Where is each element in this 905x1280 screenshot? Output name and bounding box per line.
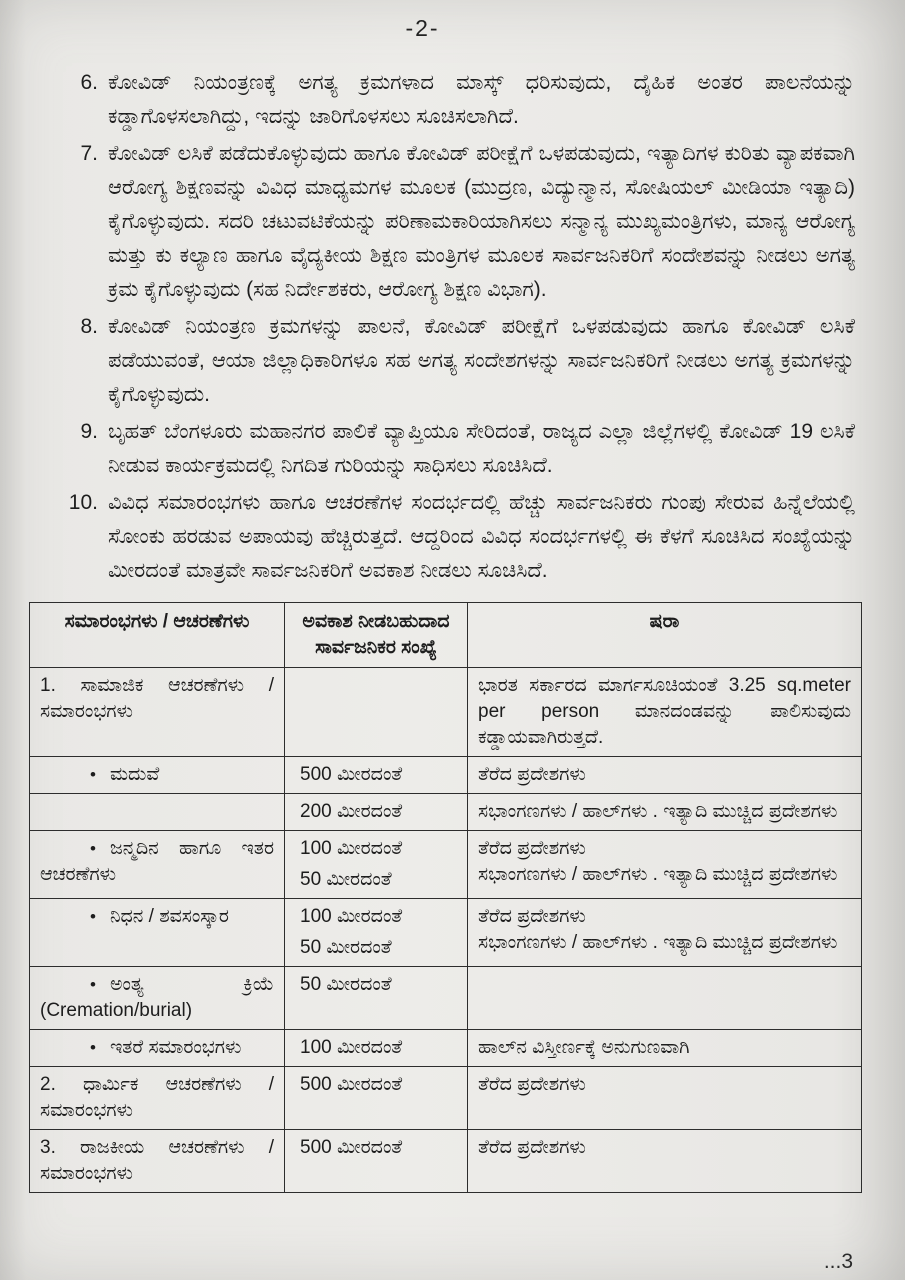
- paragraph-text: ವಿವಿಧ ಸಮಾರಂಭಗಳು ಹಾಗೂ ಆಚರಣೆಗಳ ಸಂದರ್ಭದಲ್ಲಿ ಹೆಚ್ಚು ಸಾರ್ವಜನಿಕರು ಗುಂಪು ಸೇರುವ ಹಿನ್ನೆಲೆಯಲ್ಲಿ ಸೋಂಕು ಹರಡುವ ಅಪಾಯವು ಹೆಚ್ಚಿರುತ್ತದೆ. ಆದ್ದರಿಂದ ವಿವಿಧ ಸಂದರ್ಭಗಳಲ್ಲಿ ಈ ಕೆಳಗೆ ಸೂಚಿಸಿದ ಸಂಖ್ಯೆಯನ್ನು ಮೀರದಂತೆ ಮಾತ್ರವೇ ಸಾರ್ವಜನಿಕರಿಗೆ ಅವಕಾಶ ನೀಡಲು ಸೂಚಿಸಿದೆ.: [108, 491, 855, 582]
- count-cell: 50 ಮೀರದಂತೆ: [285, 967, 468, 1030]
- paragraph-number: 10.: [68, 491, 98, 514]
- paragraph-number: 7.: [80, 142, 98, 165]
- count-cell: 500 ಮೀರದಂತೆ: [285, 1067, 468, 1130]
- bullet-icon: •: [90, 1038, 96, 1057]
- page-number-top: -2-: [405, 15, 440, 41]
- category-text: ಅಂತ್ಯ ಕ್ರಿಯೆ (Cremation/burial): [40, 974, 274, 1021]
- paragraph-8: [60, 310, 855, 412]
- paragraph-text: ಕೋವಿಡ್ ನಿಯಂತ್ರಣಕ್ಕೆ ಅಗತ್ಯ ಕ್ರಮಗಳಾದ ಮಾಸ್ಕ್ ಧರಿಸುವುದು, ದೈಹಿಕ ಅಂತರ ಪಾಲನೆಯನ್ನು ಕಡ್ಡಾಗೊಳಸಲಾಗಿದ್ದು, ಇದನ್ನು ಜಾರಿಗೊಳಸಲು ಸೂಚಿಸಲಾಗಿದೆ.: [108, 71, 855, 128]
- page-number-bottom: ...3: [823, 1250, 853, 1273]
- category-cell: [30, 831, 285, 899]
- header-remark: ಷರಾ: [468, 603, 862, 668]
- remark-cell: ಸಭಾಂಗಣಗಳು / ಹಾಲ್‌ಗಳು . ಇತ್ಯಾದಿ ಮುಚ್ಚಿದ ಪ್ರದೇಶಗಳು: [468, 794, 862, 831]
- category-cell: 1. ಸಾಮಾಜಿಕ ಆಚರಣೆಗಳು / ಸಮಾರಂಭಗಳು: [30, 668, 285, 757]
- paragraph-text: ಕೋವಿಡ್ ಲಸಿಕೆ ಪಡೆದುಕೊಳ್ಳುವುದು ಹಾಗೂ ಕೋವಿಡ್ ಪರೀಕ್ಷೆಗೆ ಒಳಪಡುವುದು, ಇತ್ಯಾದಿಗಳ ಕುರಿತು ವ್ಯಾಪಕವಾಗಿ ಆರೋಗ್ಯ ಶಿಕ್ಷಣವನ್ನು ವಿವಿಧ ಮಾಧ್ಯಮಗಳ ಮೂಲಕ (ಮುದ್ರಣ, ವಿದ್ಯುನ್ಮಾನ, ಸೋಷಿಯಲ್ ಮೀಡಿಯಾ ಇತ್ಯಾದಿ) ಕೈಗೊಳ್ಳುವುದು. ಸದರಿ ಚಟುವಟಿಕೆಯನ್ನು ಪರಿಣಾಮಕಾರಿಯಾಗಿಸಲು ಸನ್ಮಾನ್ಯ ಮುಖ್ಯಮಂತ್ರಿಗಳು, ಮಾನ್ಯ ಆರೋಗ್ಯ ಮತ್ತು ಕು ಕಲ್ಯಾಣ ಹಾಗೂ ವೈದ್ಯಕೀಯ ಶಿಕ್ಷಣ ಮಂತ್ರಿಗಳ ಮೂಲಕ ಸಾರ್ವಜನಿಕರಿಗೆ ಸಂದೇಶವನ್ನು ನೀಡಲು ಅಗತ್ಯ ಕ್ರಮ ಕೈಗೊಳ್ಳುವುದು (ಸಹ ನಿರ್ದೇಶಕರು, ಆರೋಗ್ಯ ಶಿಕ್ಷಣ ವಿಭಾಗ).: [108, 142, 855, 301]
- remark-cell: ತೆರೆದ ಪ್ರದೇಶಗಳು: [468, 757, 862, 794]
- table-row: [30, 794, 862, 831]
- table-row: [30, 757, 862, 794]
- count-cell: 500 ಮೀರದಂತೆ: [285, 1130, 468, 1193]
- category-text: ಇತರೆ ಸಮಾರಂಭಗಳು: [109, 1037, 242, 1058]
- remark-cell: ಭಾರತ ಸರ್ಕಾರದ ಮಾರ್ಗಸೂಚಿಯಂತೆ 3.25 sq.meter per person ಮಾನದಂಡವನ್ನು ಪಾಲಿಸುವುದು ಕಡ್ಡಾಯವಾಗಿರುತ್ತದೆ.: [468, 668, 862, 757]
- category-cell: 2. ಧಾರ್ಮಿಕ ಆಚರಣೆಗಳು / ಸಮಾರಂಭಗಳು: [30, 1067, 285, 1130]
- category-text: ನಿಧನ / ಶವಸಂಸ್ಕಾರ: [109, 906, 229, 927]
- header-count: ಅವಕಾಶ ನೀಡಬಹುದಾದ ಸಾರ್ವಜನಿಕರ ಸಂಖ್ಯೆ: [285, 603, 468, 668]
- category-cell: [30, 757, 285, 794]
- category-cell: [30, 967, 285, 1030]
- table-row: [30, 668, 862, 757]
- count-cell: 100 ಮೀರದಂತೆ: [285, 1030, 468, 1067]
- paragraph-text: ಕೋವಿಡ್ ನಿಯಂತ್ರಣ ಕ್ರಮಗಳನ್ನು ಪಾಲನೆ, ಕೋವಿಡ್ ಪರೀಕ್ಷೆಗೆ ಒಳಪಡುವುದು ಹಾಗೂ ಕೋವಿಡ್ ಲಸಿಕೆ ಪಡೆಯುವಂತೆ, ಆಯಾ ಜಿಲ್ಲಾಧಿಕಾರಿಗಳೂ ಸಹ ಅಗತ್ಯ ಸಂದೇಶಗಳನ್ನು ಸಾರ್ವಜನಿಕರಿಗೆ ನೀಡಲು ಅಗತ್ಯ ಕ್ರಮಗಳನ್ನು ಕೈಗೊಳ್ಳುವುದು.: [108, 315, 855, 406]
- remark-cell: ಹಾಲ್‌ನ ವಿಸ್ತೀರ್ಣಕ್ಕೆ ಅನುಗುಣವಾಗಿ: [468, 1030, 862, 1067]
- count-value: 100 ಮೀರದಂತೆ: [300, 838, 403, 859]
- remark-cell: ತೆರೆದ ಪ್ರದೇಶಗಳು: [468, 1130, 862, 1193]
- count-value-2: 50 ಮೀರದಂತೆ: [300, 869, 392, 890]
- category-cell: [30, 1030, 285, 1067]
- count-value: 100 ಮೀರದಂತೆ: [300, 906, 403, 927]
- table-row: [30, 1130, 862, 1193]
- count-cell: [285, 899, 468, 967]
- paragraph-list: [60, 66, 855, 588]
- table-row: [30, 967, 862, 1030]
- bullet-icon: •: [90, 765, 96, 784]
- count-value-2: 50 ಮೀರದಂತೆ: [300, 937, 392, 958]
- count-cell: 500 ಮೀರದಂತೆ: [285, 757, 468, 794]
- remark-cell: ತೆರೆದ ಪ್ರದೇಶಗಳು: [468, 1067, 862, 1130]
- category-cell: [30, 899, 285, 967]
- category-text: ಜನ್ಮದಿನ ಹಾಗೂ ಇತರ ಆಚರಣೆಗಳು: [40, 838, 274, 885]
- paragraph-number: 8.: [80, 315, 98, 338]
- remark-cell: [468, 967, 862, 1030]
- remark-text-2: ಸಭಾಂಗಣಗಳು / ಹಾಲ್‌ಗಳು . ಇತ್ಯಾದಿ ಮುಚ್ಚಿದ ಪ್ರದೇಶಗಳು: [478, 864, 838, 885]
- gathering-limits-table: [29, 602, 862, 1193]
- remark-text: ತೆರೆದ ಪ್ರದೇಶಗಳು: [478, 906, 586, 927]
- remark-cell: [468, 899, 862, 967]
- category-text: ಮದುವೆ: [109, 764, 160, 785]
- count-cell: 200 ಮೀರದಂತೆ: [285, 794, 468, 831]
- header-category: ಸಮಾರಂಭಗಳು / ಆಚರಣೆಗಳು: [30, 603, 285, 668]
- paragraph-9: [60, 415, 855, 483]
- bullet-icon: •: [90, 975, 96, 994]
- paragraph-6: [60, 66, 855, 134]
- remark-text: ತೆರೆದ ಪ್ರದೇಶಗಳು: [478, 838, 586, 859]
- count-cell: [285, 831, 468, 899]
- remark-cell: [468, 831, 862, 899]
- remark-text-2: ಸಭಾಂಗಣಗಳು / ಹಾಲ್‌ಗಳು . ಇತ್ಯಾದಿ ಮುಚ್ಚಿದ ಪ್ರದೇಶಗಳು: [478, 932, 838, 953]
- paragraph-7: [60, 137, 855, 307]
- bullet-icon: •: [90, 839, 96, 858]
- paragraph-number: 9.: [80, 420, 98, 443]
- paragraph-10: [60, 486, 855, 588]
- category-cell: [30, 794, 285, 831]
- table-row: [30, 831, 862, 899]
- bullet-icon: •: [90, 907, 96, 926]
- table-row: [30, 1067, 862, 1130]
- paragraph-number: 6.: [80, 71, 98, 94]
- category-cell: 3. ರಾಜಕೀಯ ಆಚರಣೆಗಳು / ಸಮಾರಂಭಗಳು: [30, 1130, 285, 1193]
- table-row: [30, 899, 862, 967]
- count-cell: [285, 668, 468, 757]
- paragraph-text: ಬೃಹತ್ ಬೆಂಗಳೂರು ಮಹಾನಗರ ಪಾಲಿಕೆ ವ್ಯಾಪ್ತಿಯೂ ಸೇರಿದಂತೆ, ರಾಜ್ಯದ ಎಲ್ಲಾ ಜಿಲ್ಲೆಗಳಲ್ಲಿ ಕೋವಿಡ್ 19 ಲಸಿಕೆ ನೀಡುವ ಕಾರ್ಯಕ್ರಮದಲ್ಲಿ ನಿಗದಿತ ಗುರಿಯನ್ನು ಸಾಧಿಸಲು ಸೂಚಿಸಿದೆ.: [108, 420, 855, 477]
- table-row: [30, 1030, 862, 1067]
- table-header-row: [30, 603, 862, 668]
